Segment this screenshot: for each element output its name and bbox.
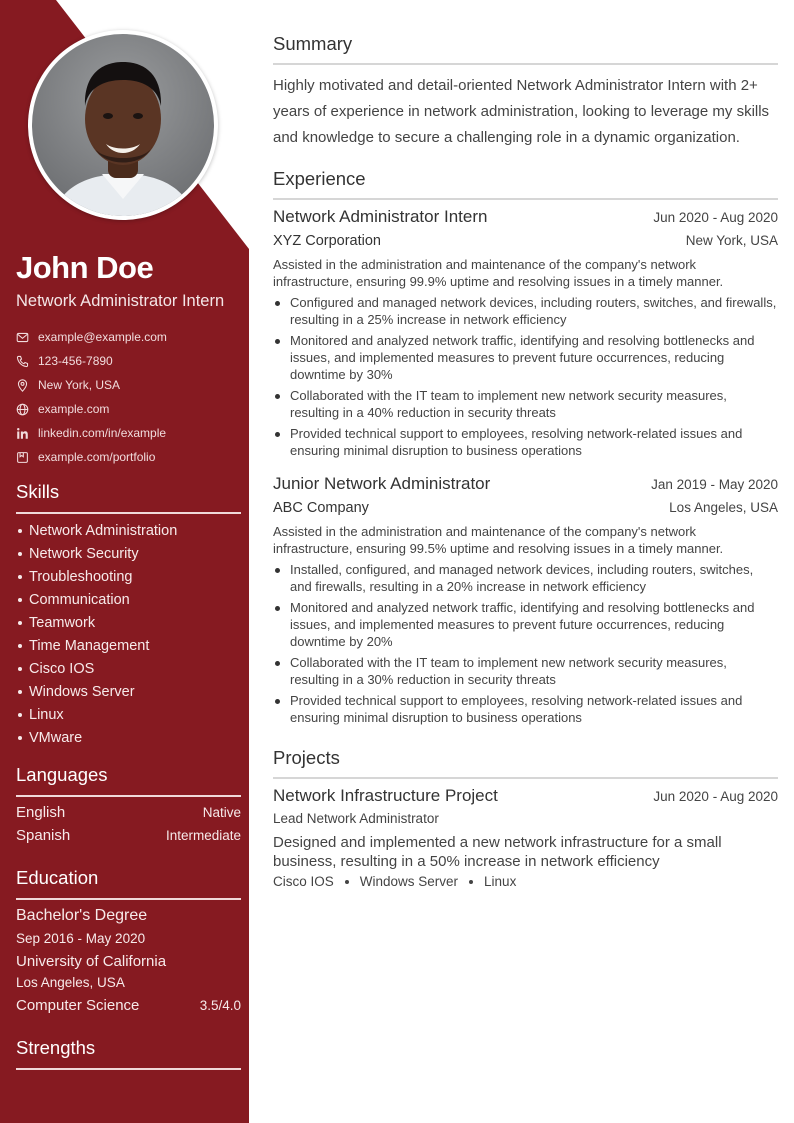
contact-website[interactable] [16,397,241,421]
bullet-icon [18,621,22,625]
candidate-title: Network Administrator Intern [16,292,225,310]
job-bullets [273,561,778,730]
skill-label: VMware [29,729,83,746]
bullet-icon [18,529,22,533]
bullet-icon [18,667,22,671]
education-school: University of California [16,953,167,970]
contact-website-text: example.com [38,402,110,416]
list-item: Monitored and analyzed network traffic, identifying and resolving bottlenecks and issues, and implemented measures to prevent future occurrences, reducing downtime by 20% [273,599,778,650]
job-company-row [273,500,778,516]
education-degree-row [16,907,241,925]
contact-email[interactable] [16,325,241,349]
contact-linkedin[interactable] [16,421,241,445]
education-field: Computer Science [16,997,140,1014]
contact-location-text: New York, USA [38,378,121,392]
education-field-row [16,997,241,1014]
language-row [16,827,241,844]
skill-label: Troubleshooting [29,568,133,585]
project-title: Network Infrastructure Project [273,786,498,805]
job-bullets [273,294,778,463]
job-company-row [273,233,778,249]
job-dates: Jan 2019 - May 2020 [651,477,778,492]
list-item [16,703,241,726]
job-title: Network Administrator Intern [273,207,488,226]
education-school-row [16,953,241,970]
profile-photo-frame [28,30,218,220]
list-item [16,519,241,542]
contact-list [16,325,241,469]
language-level: Intermediate [165,828,241,843]
separator-dot-icon [345,880,349,884]
contact-phone-text: 123-456-7890 [38,354,113,368]
list-item: Configured and managed network devices, including routers, switches, and firewalls, resulting in a 25% increase in network efficiency [273,294,778,328]
list-item: Monitored and analyzed network traffic, identifying and resolving bottlenecks and issues, and implemented measures to prevent future occurrences, reducing downtime by 30% [273,332,778,383]
list-item [16,634,241,657]
education-dates: Sep 2016 - May 2020 [16,931,146,946]
list-item [16,542,241,565]
contact-linkedin-text: linkedin.com/in/example [38,426,167,440]
education-location: Los Angeles, USA [16,975,125,990]
job-location: Los Angeles, USA [669,500,778,515]
languages-heading: Languages [16,764,241,797]
language-name: English [16,804,66,821]
profile-photo [32,34,214,216]
skill-label: Communication [29,591,130,608]
education-heading: Education [16,867,241,900]
contact-location [16,373,241,397]
bullet-icon [18,644,22,648]
bullet-icon [18,598,22,602]
education-degree: Bachelor's Degree [16,907,148,924]
bullet-icon [18,736,22,740]
location-pin-icon [16,379,29,392]
list-item: Provided technical support to employees, resolving network-related issues and ensuring minimal disruption to business operations [273,692,778,726]
list-item: Collaborated with the IT team to implement new network security measures, resulting in a 40% reduction in security threats [273,387,778,421]
education-location-row [16,975,241,990]
job-title: Junior Network Administrator [273,474,491,493]
list-item [16,565,241,588]
phone-icon [16,355,29,368]
language-row [16,804,241,821]
skills-heading: Skills [16,481,241,514]
education-dates-row [16,931,241,946]
list-item: Installed, configured, and managed network devices, including routers, switches, and firewalls, resulting in a 20% increase in network efficiency [273,561,778,595]
skills-list [16,519,241,749]
skill-label: Time Management [29,637,150,654]
bullet-icon [18,552,22,556]
experience-heading: Experience [273,168,778,200]
project-header [273,786,778,806]
language-name: Spanish [16,827,71,844]
list-item [16,588,241,611]
bullet-icon [18,575,22,579]
bullet-icon [18,690,22,694]
list-item: Collaborated with the IT team to implement new network security measures, resulting in a 30% reduction in security threats [273,654,778,688]
strengths-heading: Strengths [16,1037,241,1070]
list-item: Provided technical support to employees, resolving network-related issues and ensuring minimal disruption to business operations [273,425,778,459]
project-role-row [273,811,778,826]
project-tag: Linux [484,874,517,889]
job-company: XYZ Corporation [273,233,381,249]
linkedin-icon [16,427,29,440]
job-description: Assisted in the administration and maintenance of the company's network infrastructure, ensuring 99.9% uptime and resolving issues in a timely manner. [273,257,724,289]
separator-dot-icon [469,880,473,884]
contact-portfolio-text: example.com/portfolio [38,450,156,464]
project-description: Designed and implemented a new network infrastructure for a small business, resulting in a 50% increase in network efficiency [273,834,722,870]
projects-heading: Projects [273,747,778,779]
contact-portfolio[interactable] [16,445,241,469]
list-item [16,726,241,749]
project-tag: Windows Server [359,874,459,889]
project-tags [273,874,516,889]
summary-heading: Summary [273,33,778,65]
list-item [16,611,241,634]
project-dates: Jun 2020 - Aug 2020 [653,789,778,804]
job-header [273,207,778,227]
candidate-name: John Doe [16,250,154,285]
education-gpa: 3.5/4.0 [199,998,241,1013]
bullet-icon [18,713,22,717]
skill-label: Cisco IOS [29,660,95,677]
job-company: ABC Company [273,500,369,516]
contact-phone[interactable] [16,349,241,373]
job-header [273,474,778,494]
job-location: New York, USA [685,233,778,248]
language-level: Native [202,805,241,820]
skill-label: Linux [29,706,64,723]
portfolio-icon [16,451,29,464]
skill-label: Network Security [29,545,139,562]
list-item [16,680,241,703]
skill-label: Windows Server [29,683,135,700]
job-description: Assisted in the administration and maintenance of the company's network infrastructure, ensuring 99.5% uptime and resolving issues in a timely manner. [273,524,724,556]
summary-text: Highly motivated and detail-oriented Network Administrator Intern with 2+ years of experience in network administration, looking to leverage my skills and knowledge to secure a challenging role in a dynamic organization. [273,77,770,146]
contact-email-text: example@example.com [38,330,167,344]
skill-label: Teamwork [29,614,96,631]
project-role: Lead Network Administrator [273,811,439,826]
job-dates: Jun 2020 - Aug 2020 [653,210,778,225]
email-icon [16,331,29,344]
list-item [16,657,241,680]
globe-icon [16,403,29,416]
skill-label: Network Administration [29,522,178,539]
project-tag: Cisco IOS [273,874,334,889]
